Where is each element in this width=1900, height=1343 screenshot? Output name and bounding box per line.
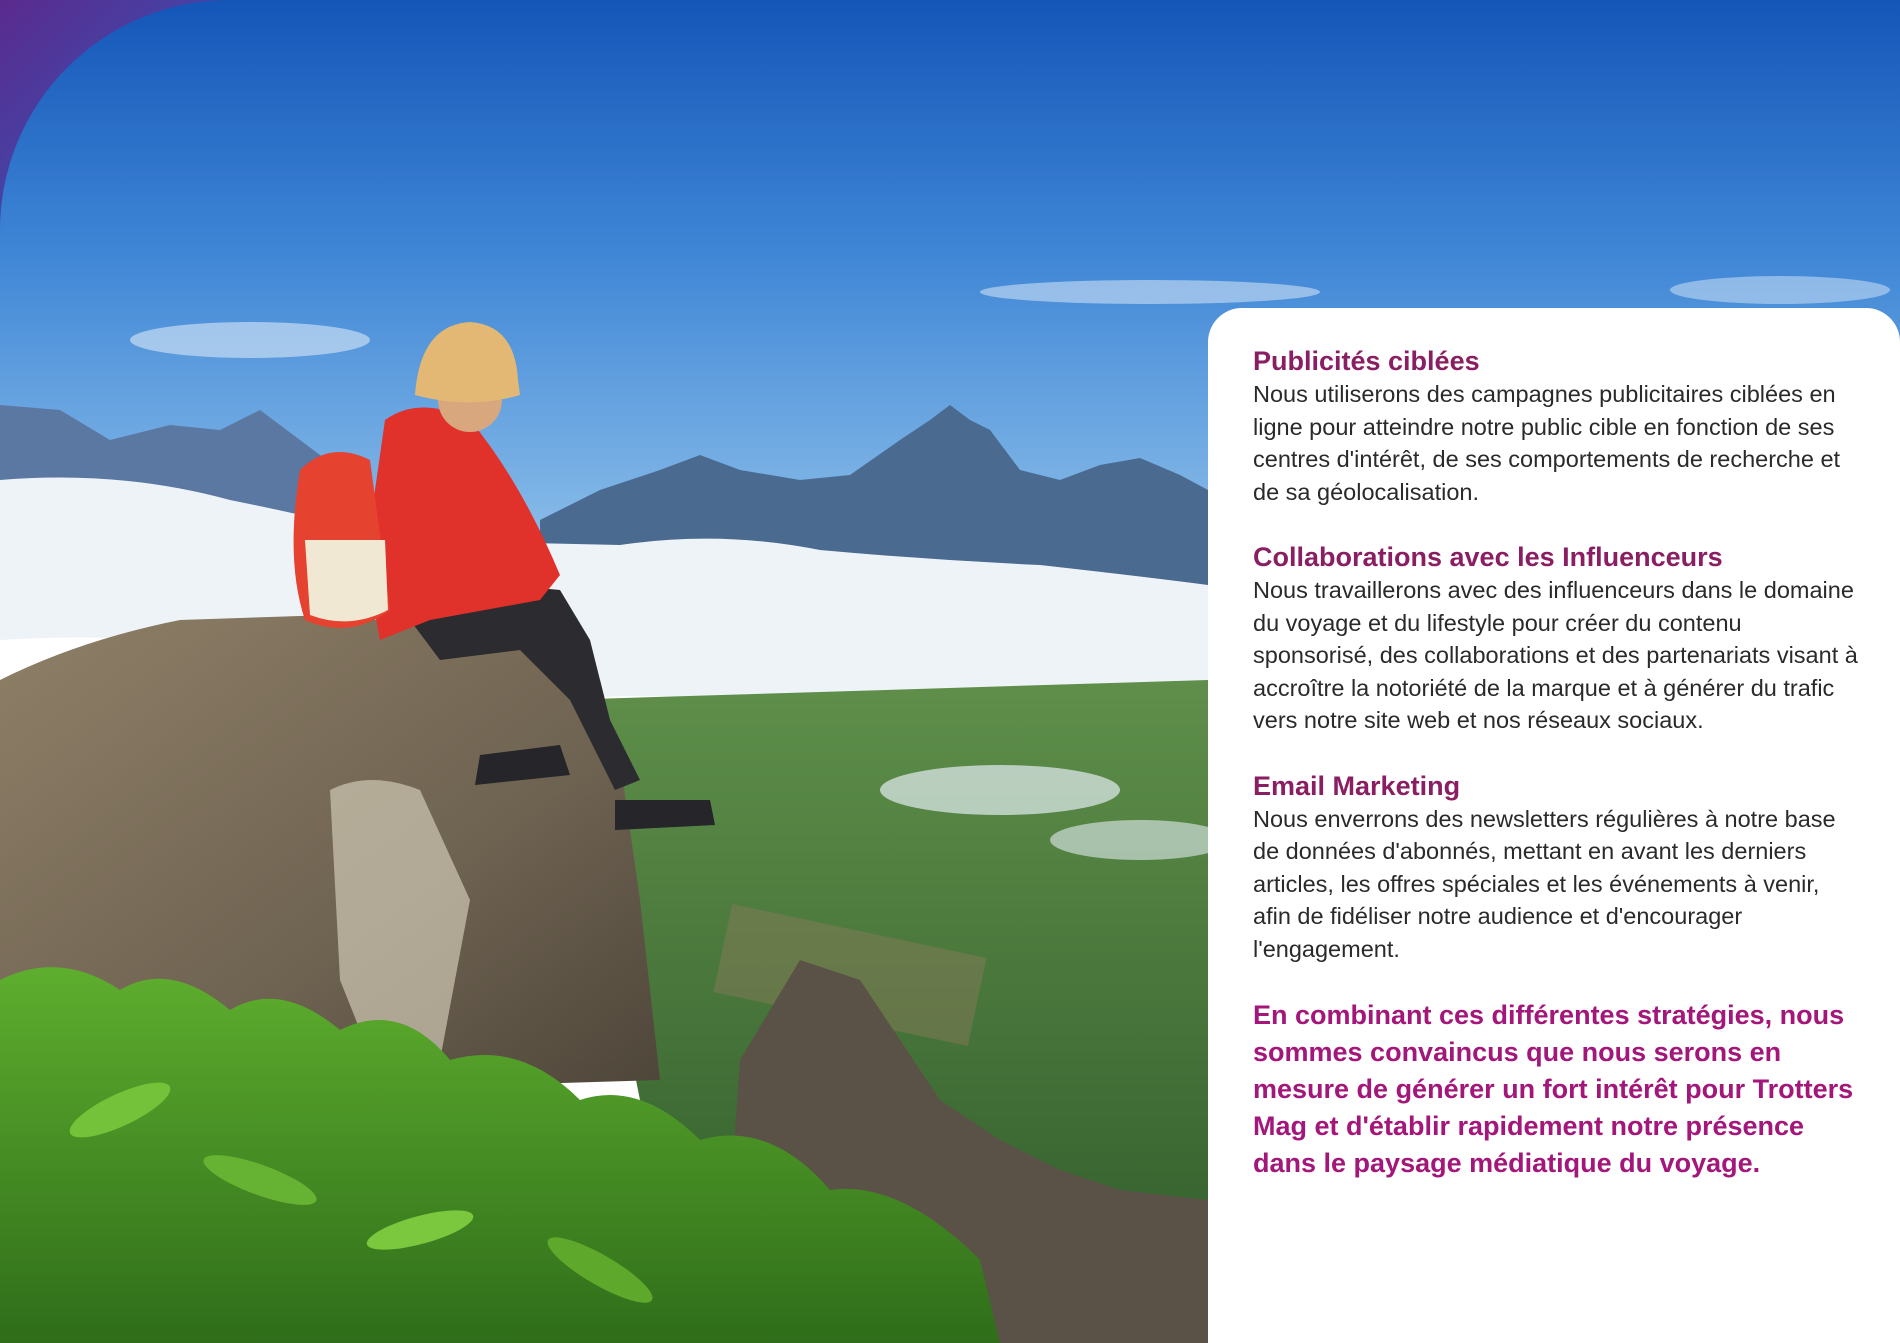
hiker-shoe bbox=[615, 800, 715, 830]
section-influencers bbox=[1253, 540, 1860, 737]
cloud-wisp bbox=[1670, 276, 1890, 304]
mist bbox=[880, 765, 1120, 815]
conclusion-text: En combinant ces différentes stratégies, nous sommes convaincus que nous serons en mesure de générer un fort intérêt pour Trotters Mag et d'établir rapidement notre présence dans le paysage médiatique du voyage. bbox=[1253, 1000, 1854, 1178]
cloud-wisp bbox=[130, 322, 370, 358]
section-title: Publicités ciblées bbox=[1253, 346, 1480, 376]
section-targeted-ads bbox=[1253, 344, 1860, 508]
section-title: Collaborations avec les Influenceurs bbox=[1253, 542, 1723, 572]
section-title: Email Marketing bbox=[1253, 770, 1461, 801]
section-email-marketing bbox=[1253, 769, 1860, 966]
hiker-backpack-panel bbox=[305, 540, 388, 621]
section-body: Nous utiliserons des campagnes publicitaires ciblées en ligne pour atteindre notre public cible en fonction de ses centres d'intérêt, de ses comportements de recherche et de sa géolocalisation. bbox=[1253, 381, 1841, 505]
cloud-wisp bbox=[980, 280, 1320, 304]
mist bbox=[1050, 820, 1230, 860]
section-body: Nous enverrons des newsletters régulières à notre base de données d'abonnés, mettant en avant les derniers articles, les offres spéciales et les événements à venir, afin de fidéliser notre audience et d'encourager l'engagement. bbox=[1253, 805, 1836, 962]
section-body: Nous travaillerons avec des influenceurs dans le domaine du voyage et du lifestyle pour créer du contenu sponsorisé, des collaborations et des partenariats visant à accroître la notoriété de la marque et à générer du trafic vers notre site web et nos réseaux sociaux. bbox=[1253, 577, 1858, 733]
text-card bbox=[1208, 308, 1900, 1343]
